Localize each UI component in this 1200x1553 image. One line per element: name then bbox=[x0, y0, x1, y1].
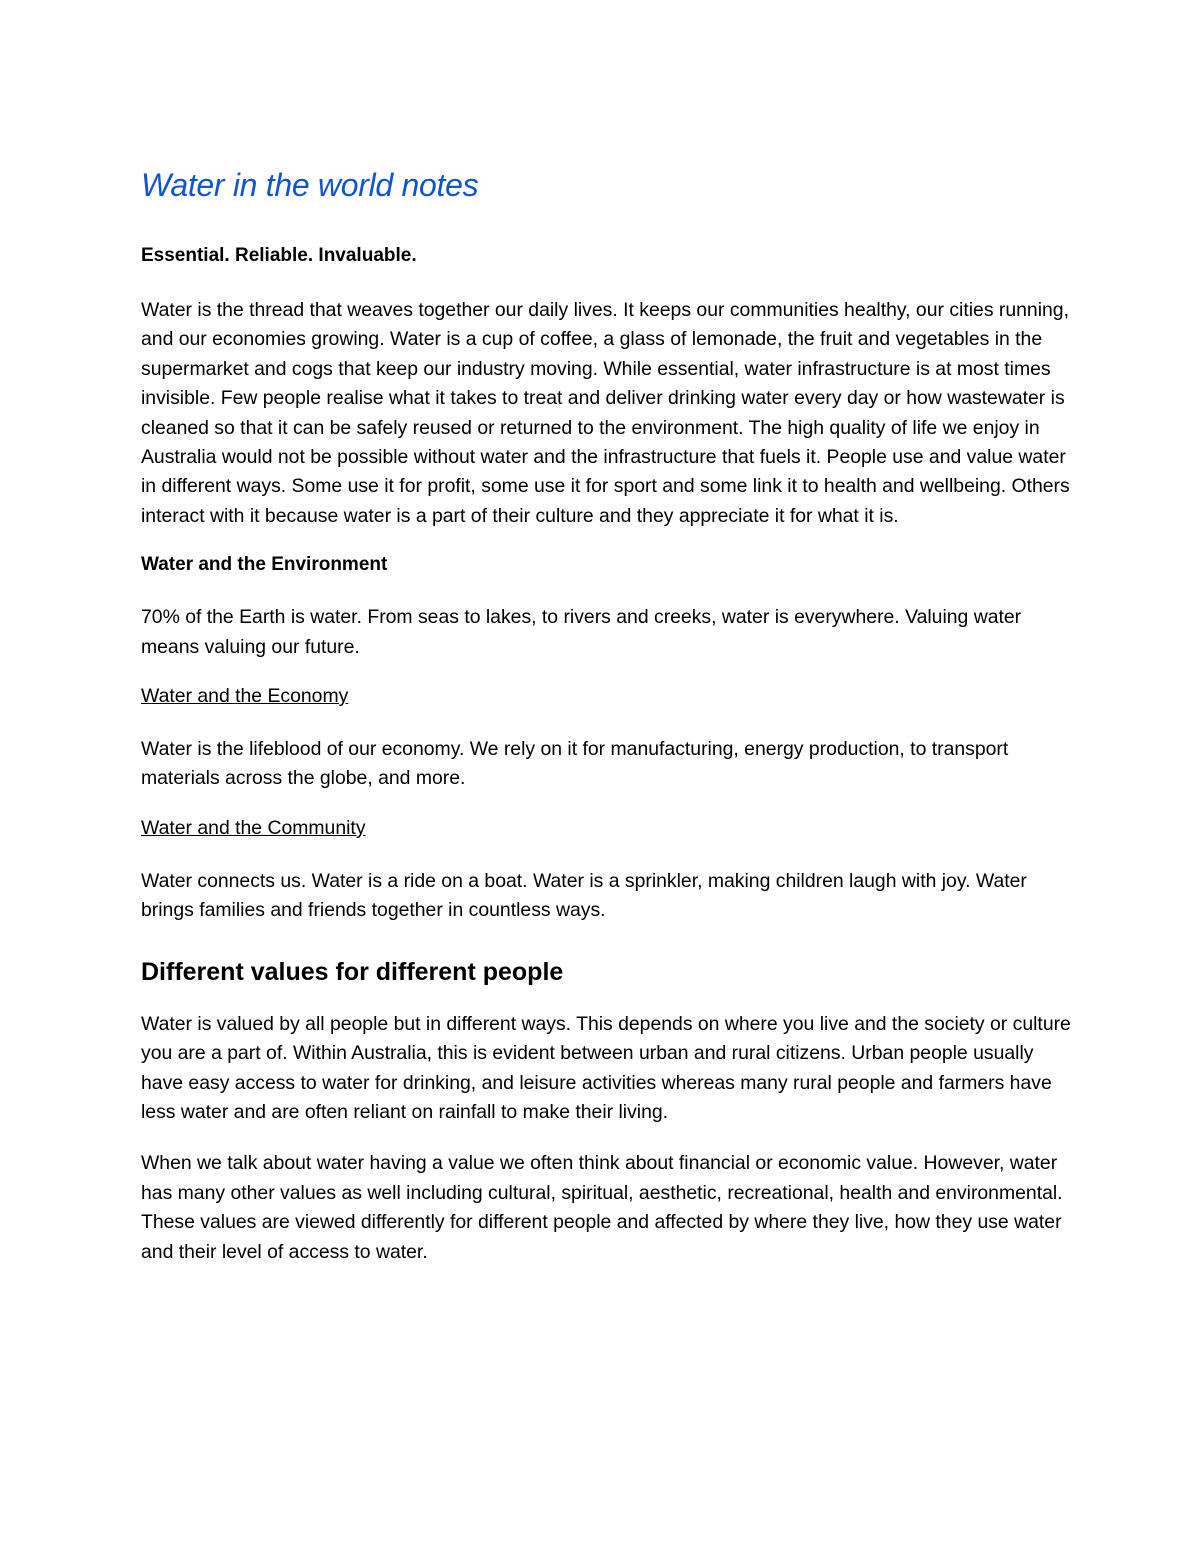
tagline: Essential. Reliable. Invaluable. bbox=[141, 245, 417, 266]
environment-paragraph: 70% of the Earth is water. From seas to lakes, to rivers and creeks, water is everywhere. Valuing water means valuing our future. bbox=[141, 606, 1022, 658]
values-paragraph-1: Water is valued by all people but in different ways. This depends on where you live and the society or culture you are a part of. Within Australia, this is evident between urban and rural citizens. Urban people usually have easy access to water for drinking, and leisure activities whereas many rural people and farmers have less water and are often reliant on rainfall to make their living. bbox=[141, 1012, 1071, 1123]
community-paragraph: Water connects us. Water is a ride on a boat. Water is a sprinkler, making children laugh with joy. Water brings families and friends together in countless ways. bbox=[141, 869, 1027, 922]
values-heading: Different values for different people bbox=[141, 957, 564, 986]
economy-paragraph: Water is the lifeblood of our economy. We rely on it for manufacturing, energy production, to transport materials across the globe, and more. bbox=[141, 738, 1009, 790]
environment-heading: Water and the Environment bbox=[141, 554, 388, 576]
economy-heading: Water and the Economy bbox=[141, 685, 349, 708]
document-title: Water in the world notes bbox=[141, 167, 479, 203]
intro-paragraph: Water is the thread that weaves together our daily lives. It keeps our communities healthy, our cities running, and our economies growing. Water is a cup of coffee, a glass of lemonade, the fruit and vegetables in the supermarket and cogs that keep our industry moving. While essential, water infrastructure is at most times invisible. Few people realise what it takes to treat and deliver drinking water every day or how wastewater is cleaned so that it can be safely reused or returned to the environment. The high quality of life we enjoy in Australia would not be possible without water and the infrastructure that fuels it. People use and value water in different ways. Some use it for profit, some use it for sport and some link it to health and wellbeing. Others interact with it because water is a part of their culture and they appreciate it for what it is. bbox=[141, 299, 1070, 527]
document-page bbox=[141, 165, 1071, 1289]
values-paragraph-2: When we talk about water having a value we often think about financial or economic value. However, water has many other values as well including cultural, spiritual, aesthetic, recreational, health and environmental. These values are viewed differently for different people and affected by where they live, how they use water and their level of access to water. bbox=[141, 1152, 1063, 1263]
community-heading: Water and the Community bbox=[141, 816, 366, 839]
